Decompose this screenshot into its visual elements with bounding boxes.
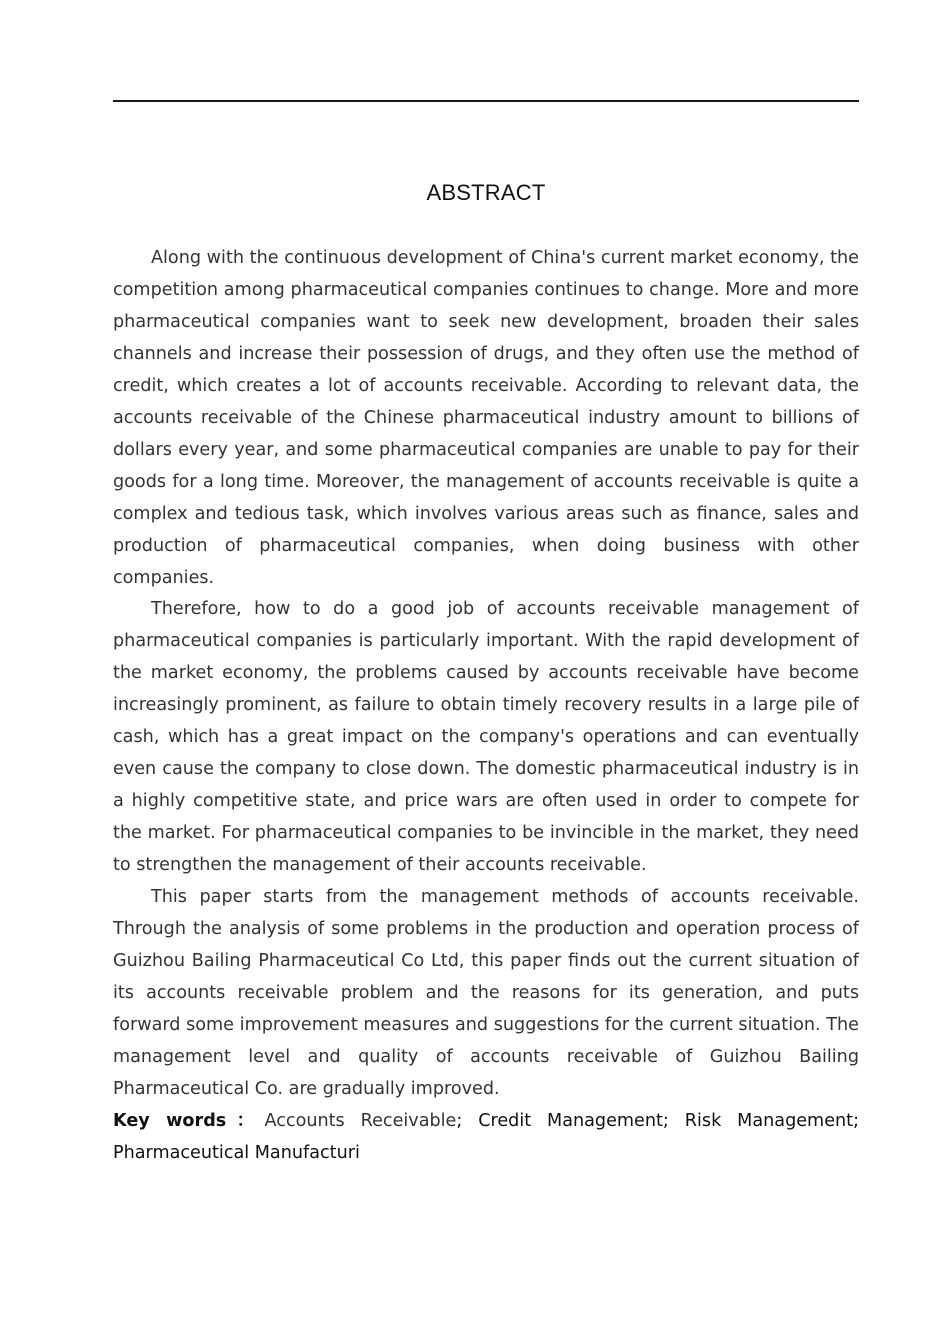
abstract-body: [113, 243, 859, 1170]
header-rule: [113, 100, 859, 102]
abstract-paragraph-2: Therefore, how to do a good job of accounts receivable management of pharmaceutical companies is particularly important. With the rapid development of the market economy, the problems caused by accounts receivable have become increasingly prominent, as failure to obtain timely recovery results in a large pile of cash, which has a great impact on the company's operations and can eventually even cause the company to close down. The domestic pharmaceutical industry is in a highly competitive state, and price wars are often used in order to compete for the market. For pharmaceutical companies to be invincible in the market, they need to strengthen the management of their accounts receivable.: [113, 599, 859, 876]
abstract-title: ABSTRACT: [426, 180, 546, 205]
keywords-label: Key words：: [113, 1110, 265, 1131]
abstract-paragraph-3: This paper starts from the management methods of accounts receivable. Through the analysis of some problems in the production and operation process of Guizhou Bailing Pharmaceutical Co Ltd, this paper finds out the current situation of its accounts receivable problem and the reasons for its generation, and puts forward some improvement measures and suggestions for the current situation. The management level and quality of accounts receivable of Guizhou Bailing Pharmaceutical Co. are gradually improved.: [113, 887, 859, 1099]
keywords-line: [113, 1106, 859, 1170]
keyword-accounts-receivable: Accounts Receivable: [264, 1110, 457, 1131]
abstract-paragraph-1: Along with the continuous development of China's current market economy, the competition among pharmaceutical companies continues to change. More and more pharmaceutical companies want to seek new development, broaden their sales channels and increase their possession of drugs, and they often use the method of credit, which creates a lot of accounts receivable. According to relevant data, the accounts receivable of the Chinese pharmaceutical industry amount to billions of dollars every year, and some pharmaceutical companies are unable to pay for their goods for a long time. Moreover, the management of accounts receivable is quite a complex and tedious task, which involves various areas such as finance, sales and production of pharmaceutical companies, when doing business with other companies.: [113, 248, 859, 588]
keywords-rest: ; Credit Management; Risk Management; Pharmaceutical Manufacturi: [113, 1110, 859, 1163]
